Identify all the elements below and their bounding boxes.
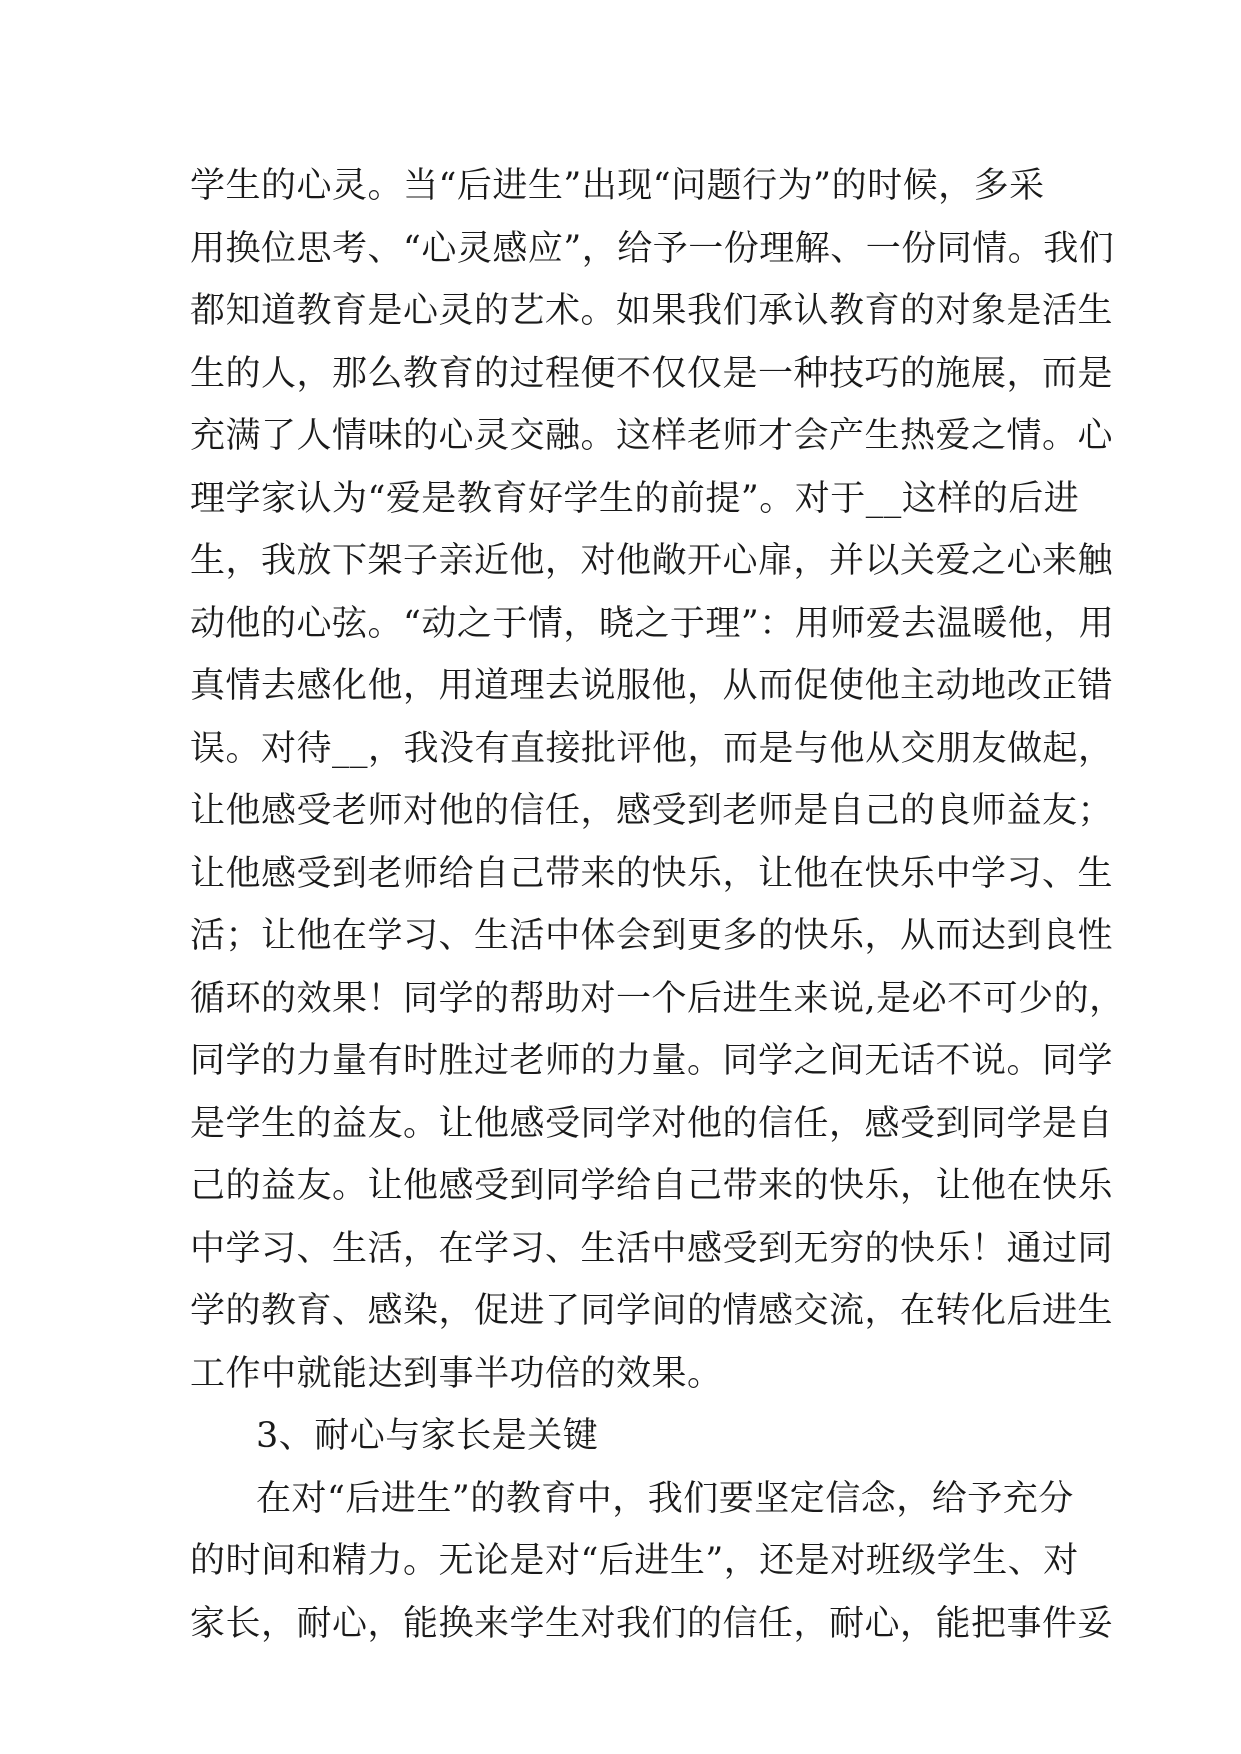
text-line: 生，我放下架子亲近他，对他敞开心扉，并以关爱之心来触 (190, 541, 1114, 581)
text-line: 的时间和精力。无论是对“后进生”，还是对班级学生、对 (190, 1541, 1079, 1581)
text-line: 动他的心弦。“动之于情，晓之于理”：用师爱去温暖他，用 (190, 603, 1115, 644)
text-line: 同学的力量有时胜过老师的力量。同学之间无话不说。同学 (190, 1041, 1114, 1081)
text-line: 在对“后进生”的教育中，我们要坚定信念，给予充分 (256, 1478, 1074, 1519)
text-line: 己的益友。让他感受到同学给自己带来的快乐，让他在快乐 (190, 1166, 1114, 1206)
text-line: 中学习、生活，在学习、生活中感受到无穷的快乐！通过同 (190, 1228, 1114, 1269)
text-line: 工作中就能达到事半功倍的效果。 (190, 1353, 723, 1394)
body-text (190, 155, 1125, 1655)
text-line: 让他感受老师对他的信任，感受到老师是自己的良师益友； (190, 791, 1114, 831)
text-line: 学的教育、感染，促进了同学间的情感交流，在转化后进生 (190, 1291, 1114, 1331)
text-line: 让他感受到老师给自己带来的快乐，让他在快乐中学习、生 (190, 853, 1114, 894)
text-line: 生的人，那么教育的过程便不仅仅是一种技巧的施展，而是 (190, 353, 1114, 394)
text-line: 循环的效果！同学的帮助对一个后进生来说,是必不可少的， (190, 978, 1125, 1019)
text-line: 学生的心灵。当“后进生”出现“问题行为”的时候，多采 (190, 166, 1045, 206)
section-heading: 3、耐心与家长是关键 (256, 1416, 599, 1456)
text-line: 活；让他在学习、生活中体会到更多的快乐，从而达到良性 (190, 916, 1114, 956)
text-line: 真情去感化他，用道理去说服他，从而促使他主动地改正错 (190, 666, 1114, 706)
text-line: 用换位思考、“心灵感应”，给予一份理解、一份同情。我们 (190, 228, 1115, 269)
text-line: 家长，耐心，能换来学生对我们的信任，耐心，能把事件妥 (190, 1603, 1114, 1644)
text-line: 充满了人情味的心灵交融。这样老师才会产生热爱之情。心 (190, 416, 1114, 456)
text-line: 误。对待__，我没有直接批评他，而是与他从交朋友做起， (190, 728, 1114, 769)
text-line: 是学生的益友。让他感受同学对他的信任，感受到同学是自 (190, 1103, 1114, 1144)
text-line: 理学家认为“爱是教育好学生的前提”。对于__这样的后进 (190, 478, 1080, 519)
text-line: 都知道教育是心灵的艺术。如果我们承认教育的对象是活生 (190, 291, 1114, 331)
